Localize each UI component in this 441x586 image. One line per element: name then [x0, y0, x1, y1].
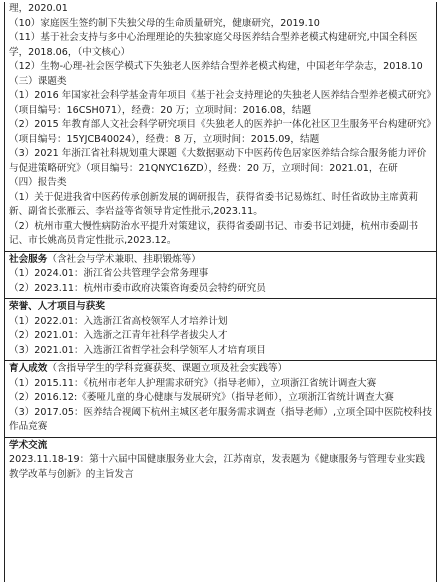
honor-line: （1）2022.01：入选浙江省高校领军人才培养计划	[9, 315, 228, 327]
papers-section	[5, 2, 436, 252]
project-line: （1）2016 年国家社会科学基金青年项目《基于社会支持理论的失独老人医养结合型养老模式研究》（项目编号：16CSH071），经费：20 万；立项时间：2016.08，结题	[9, 90, 432, 116]
honors-section	[5, 299, 436, 361]
social-service-section	[5, 252, 436, 300]
report-line: （2）杭州市重大慢性病防治水平提升对策建议，获得省委副书记、市委书记刘捷，杭州市委副书记、市长姚高员肯定性批示,2023.12。	[9, 220, 419, 246]
paper-line: （12）生物-心理-社会医学模式下失独老人医养结合型养老模式构建，中国老年学杂志，2018.10	[9, 61, 423, 72]
project-line: （2）2015 年教育部人文社会科学研究项目《失独老人的医养护一体化社区卫生服务平台构建研究》（项目编号：15YJCB40024），经费：8 万，立项时间：2015.09，结题	[9, 119, 432, 145]
honors-title: 荣誉、人才项目与获奖	[9, 301, 105, 312]
education-line: （1）2015.11：《杭州市老年人护理需求研究》（指导老师），立项浙江省统计调查大赛	[9, 377, 377, 389]
education-section	[5, 361, 436, 438]
education-note: （含指导学生的学科竞赛获奖、课题立项及社会实践等）	[47, 363, 288, 374]
report-line: （1）关于促进我省中医药传承创新发展的调研报告，获得省委书记易炼红、时任省政协主席黄莉新、副省长张雁云、李岩益等省领导肯定性批示,2023.11。	[9, 191, 419, 217]
paper-line-cont: 理，2020.01	[9, 3, 68, 14]
education-title	[9, 362, 432, 377]
paper-line: （11）基于社会支持与多中心治理理论的失独家庭父母医养结合型养老模式构建研究,中国全科医学，2018.06，（中文核心）	[9, 32, 418, 58]
academic-title: 学术交流	[9, 439, 48, 451]
social-service-note: （含社会与学术兼职、挂职锻炼等）	[47, 253, 201, 265]
reports-heading: （四）报告类	[9, 177, 67, 188]
projects-heading: （三）课题类	[9, 75, 67, 87]
education-line: （3）2017.05：医养结合视阈下杭州主城区老年服务需求调查（指导老师）,立项全国中医院校科技作品竞赛	[9, 406, 432, 432]
social-service-line: （2）2023.11：杭州市委市政府决策咨询委员会特约研究员	[9, 282, 266, 294]
education-line: （2）2016.12:《萎哑儿童的身心健康与发展研究》（指导老师），立项浙江省统计调查大赛	[9, 392, 394, 403]
education-title-text: 育人成效	[9, 363, 48, 374]
honor-line: （3）2021.01：入选浙江省哲学社会科学领军人才培育项目	[9, 344, 266, 356]
academic-section	[5, 438, 436, 485]
resume-page	[4, 2, 437, 582]
paper-line: （10）家庭医生签约制下失独父母的生命质量研究，健康研究，2019.10	[9, 17, 320, 29]
honor-line: （2）2021.01：入选浙之江青年社科学者拔尖人才	[9, 330, 228, 341]
social-service-title	[9, 253, 432, 268]
project-line: （3）2021 年浙江省社科规划重大课题《大数据驱动下中医药传色居家医养结合综合服务能力评价与促进策略研究》（项目编号：21QNYC16ZD），经费：20 万，立项时间：2021.01，在研	[9, 148, 427, 174]
social-service-line: （1）2024.01：浙江省公共管理学会常务理事	[9, 268, 209, 279]
academic-line: 2023.11.18-19：第十六届中国健康服务业大会，江苏南京，发表题为《健康服务与管理专业实践教学改革与创新》的主旨发言	[9, 454, 425, 480]
social-service-title-text: 社会服务	[9, 253, 48, 265]
